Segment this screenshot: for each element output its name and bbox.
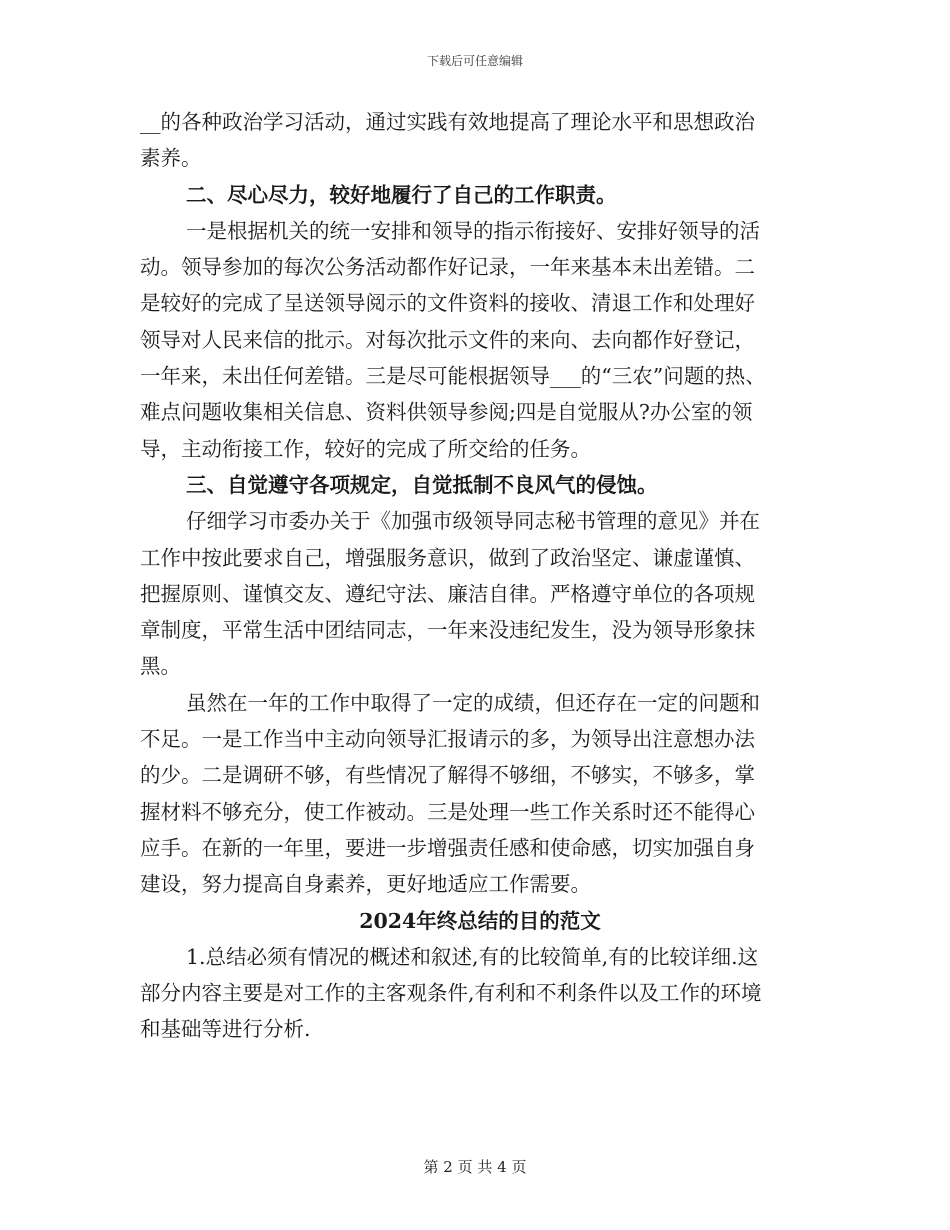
text-line: 把握原则、谨慎交友、遵纪守法、廉洁自律。严格遵守单位的各项规 bbox=[140, 581, 755, 606]
text-line: 部分内容主要是对工作的主客观条件,有利和不利条件以及工作的环境 bbox=[140, 981, 762, 1006]
text-line: 应手。在新的一年里，要进一步增强责任感和使命感，切实加强自身 bbox=[140, 835, 755, 860]
section-heading-3: 三、自觉遵守各项规定，自觉抵制不良风气的侵蚀。 bbox=[186, 472, 658, 497]
text-line: 仔细学习市委办关于《加强市级领导同志秘书管理的意见》并在 bbox=[186, 509, 760, 534]
text-line: 黑。 bbox=[140, 654, 181, 679]
text-line: 虽然在一年的工作中取得了一定的成绩，但还存在一定的问题和 bbox=[186, 690, 760, 715]
text-line: 素养。 bbox=[140, 146, 202, 171]
text-line: 动。领导参加的每次公务活动都作好记录，一年来基本未出差错。二 bbox=[140, 255, 755, 280]
document-body bbox=[140, 104, 820, 1048]
text-line: 章制度，平常生活中团结同志，一年来没违纪发生，没为领导形象抹 bbox=[140, 618, 755, 643]
page-header: 下载后可任意编辑 bbox=[426, 54, 523, 68]
text-line: 一年来，未出任何差错。三是尽可能根据领导___的“三农”问题的热、 bbox=[140, 364, 766, 389]
text-line: 领导对人民来信的批示。对每次批示文件的来向、去向都作好登记， bbox=[140, 327, 755, 352]
text-line: __的各种政治学习活动，通过实践有效地提高了理论水平和思想政治 bbox=[140, 110, 755, 134]
text-line: 1.总结必须有情况的概述和叙述,有的比较简单,有的比较详细.这 bbox=[186, 944, 759, 969]
section-heading-2: 二、尽心尽力，较好地履行了自己的工作职责。 bbox=[186, 182, 617, 207]
page-footer: 第 2 页 共 4 页 bbox=[423, 1158, 527, 1176]
text-line: 的少。二是调研不够，有些情况了解得不够细，不够实，不够多，掌 bbox=[140, 763, 755, 788]
text-line: 工作中按此要求自己，增强服务意识，做到了政治坚定、谦虚谨慎、 bbox=[140, 545, 755, 570]
text-line: 一是根据机关的统一安排和领导的指示衔接好、安排好领导的活 bbox=[186, 218, 760, 243]
text-line: 难点问题收集相关信息、资料供领导参阅;四是自觉服从?办公室的领 bbox=[140, 400, 753, 425]
text-line: 导，主动衔接工作，较好的完成了所交给的任务。 bbox=[140, 436, 591, 461]
text-line: 握材料不够充分，使工作被动。三是处理一些工作关系时还不能得心 bbox=[140, 799, 755, 824]
text-line: 不足。一是工作当中主动向领导汇报请示的多，为领导出注意想办法 bbox=[140, 727, 755, 752]
article-title: 2024年终总结的目的范文 bbox=[359, 908, 601, 933]
text-line: 是较好的完成了呈送领导阅示的文件资料的接收、清退工作和处理好 bbox=[140, 291, 755, 316]
text-line: 和基础等进行分析. bbox=[140, 1017, 311, 1042]
text-line: 建设，努力提高自身素养，更好地适应工作需要。 bbox=[140, 872, 591, 897]
